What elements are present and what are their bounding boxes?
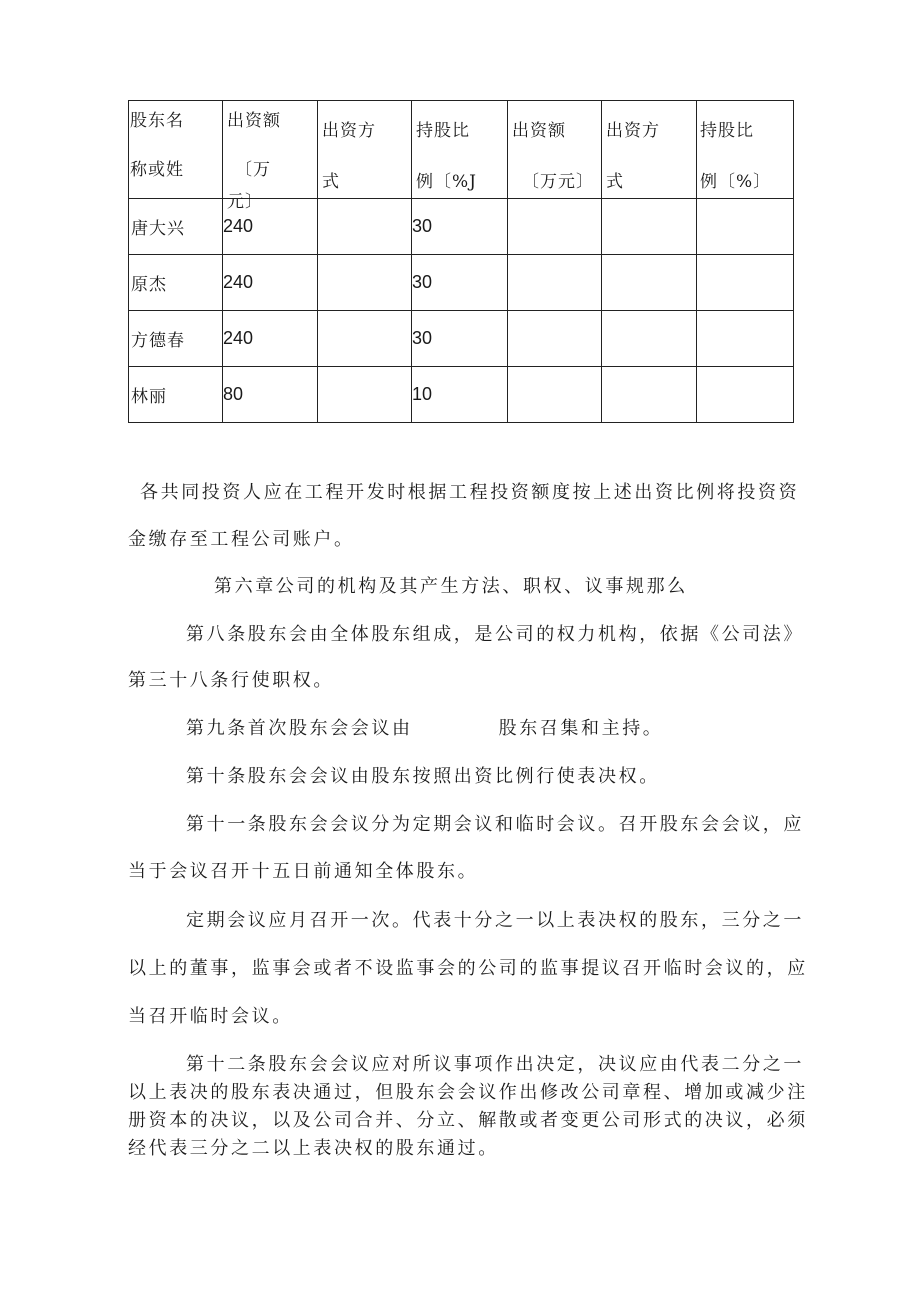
paragraph-line: 第十二条股东会会议应对所议事项作出决定，决议应由代表二分之一: [186, 1054, 804, 1075]
paragraph-line: 定期会议应月召开一次。代表十分之一以上表决权的股东，三分之一: [186, 910, 804, 931]
header-text: 〔万: [235, 160, 271, 180]
header-cell-amount-2: [508, 101, 602, 199]
ratio-2-value: [697, 199, 794, 255]
ratio-2-value: [697, 311, 794, 367]
header-text: 持股比: [416, 121, 470, 141]
shareholder-table: [128, 100, 794, 423]
header-cell-method: [318, 101, 412, 199]
article-9-line: [186, 714, 663, 740]
shareholder-name: 林丽: [129, 367, 223, 423]
method-2-value: [602, 199, 697, 255]
ratio-value: 10: [412, 367, 508, 423]
amount-value: 80: [223, 367, 318, 423]
article-9-part-1: 第九条首次股东会会议由: [186, 718, 413, 739]
header-cell-amount: [223, 101, 318, 212]
amount-2-value: [508, 311, 602, 367]
paragraph-line: 以上表决的股东表决通过，但股东会会议作出修改公司章程、增加或减少注: [128, 1082, 808, 1103]
ratio-value: 30: [412, 255, 508, 311]
amount-value: 240: [223, 199, 318, 255]
paragraph-line: 册资本的决议，以及公司合并、分立、解散或者变更公司形式的决议，必须: [128, 1110, 808, 1131]
paragraph-line: 当于会议召开十五日前通知全体股东。: [128, 861, 479, 882]
method-2-value: [602, 255, 697, 311]
method-value: [318, 367, 412, 423]
table-row: [129, 311, 794, 367]
header-text: 出资额: [227, 111, 281, 131]
header-cell-ratio: [412, 101, 508, 199]
article-9-part-2: 股东召集和主持。: [498, 718, 664, 739]
chapter-title: 第六章公司的机构及其产生方法、职权、议事规那么: [214, 576, 688, 597]
header-text: 称或姓: [130, 160, 184, 180]
header-text: 例〔%〕: [700, 172, 772, 192]
paragraph-line: 第十条股东会会议由股东按照出资比例行使表决权。: [186, 766, 660, 787]
amount-2-value: [508, 255, 602, 311]
header-text: 式: [606, 172, 624, 192]
amount-2-value: [508, 367, 602, 423]
paragraph-line: 以上的董事，监事会或者不设监事会的公司的监事提议召开临时会议的，应: [128, 958, 808, 979]
header-cell-ratio-2: [697, 101, 794, 199]
ratio-value: 30: [412, 199, 508, 255]
header-text: 式: [322, 172, 340, 192]
ratio-value: 30: [412, 311, 508, 367]
paragraph-line: 金缴存至工程公司账户。: [128, 529, 355, 550]
ratio-2-value: [697, 255, 794, 311]
ratio-2-value: [697, 367, 794, 423]
header-text: 〔万元〕: [522, 172, 594, 192]
table-row: [129, 255, 794, 311]
shareholder-name: 方德春: [129, 311, 223, 367]
header-text: 例〔%J: [416, 172, 477, 192]
amount-2-value: [508, 199, 602, 255]
method-value: [318, 255, 412, 311]
shareholder-name: 原杰: [129, 255, 223, 311]
header-text: 元〕: [227, 192, 263, 212]
method-value: [318, 199, 412, 255]
table-row: [129, 367, 794, 423]
amount-value: 240: [223, 311, 318, 367]
shareholder-name: 唐大兴: [129, 199, 223, 255]
header-text: 股东名: [130, 111, 184, 131]
paragraph-line: 第三十八条行使职权。: [128, 670, 334, 691]
table-header-row: [129, 101, 794, 199]
paragraph-line: 各共同投资人应在工程开发时根据工程投资额度按上述出资比例将投资资: [140, 482, 800, 503]
amount-value: 240: [223, 255, 318, 311]
paragraph-line: 第十一条股东会会议分为定期会议和临时会议。召开股东会会议，应: [186, 814, 804, 835]
header-cell-method-2: [602, 101, 697, 199]
header-cell-shareholder-name: [129, 101, 223, 199]
paragraph-line: 经代表三分之二以上表决权的股东通过。: [128, 1138, 499, 1159]
paragraph-line: 当召开临时会议。: [128, 1006, 293, 1027]
header-text: 出资方: [606, 121, 660, 141]
header-text: 出资额: [512, 121, 566, 141]
method-2-value: [602, 311, 697, 367]
method-2-value: [602, 367, 697, 423]
paragraph-line: 第八条股东会由全体股东组成，是公司的权力机构，依据《公司法》: [186, 624, 804, 645]
header-text: 持股比: [700, 121, 754, 141]
header-text: 出资方: [322, 121, 376, 141]
method-value: [318, 311, 412, 367]
